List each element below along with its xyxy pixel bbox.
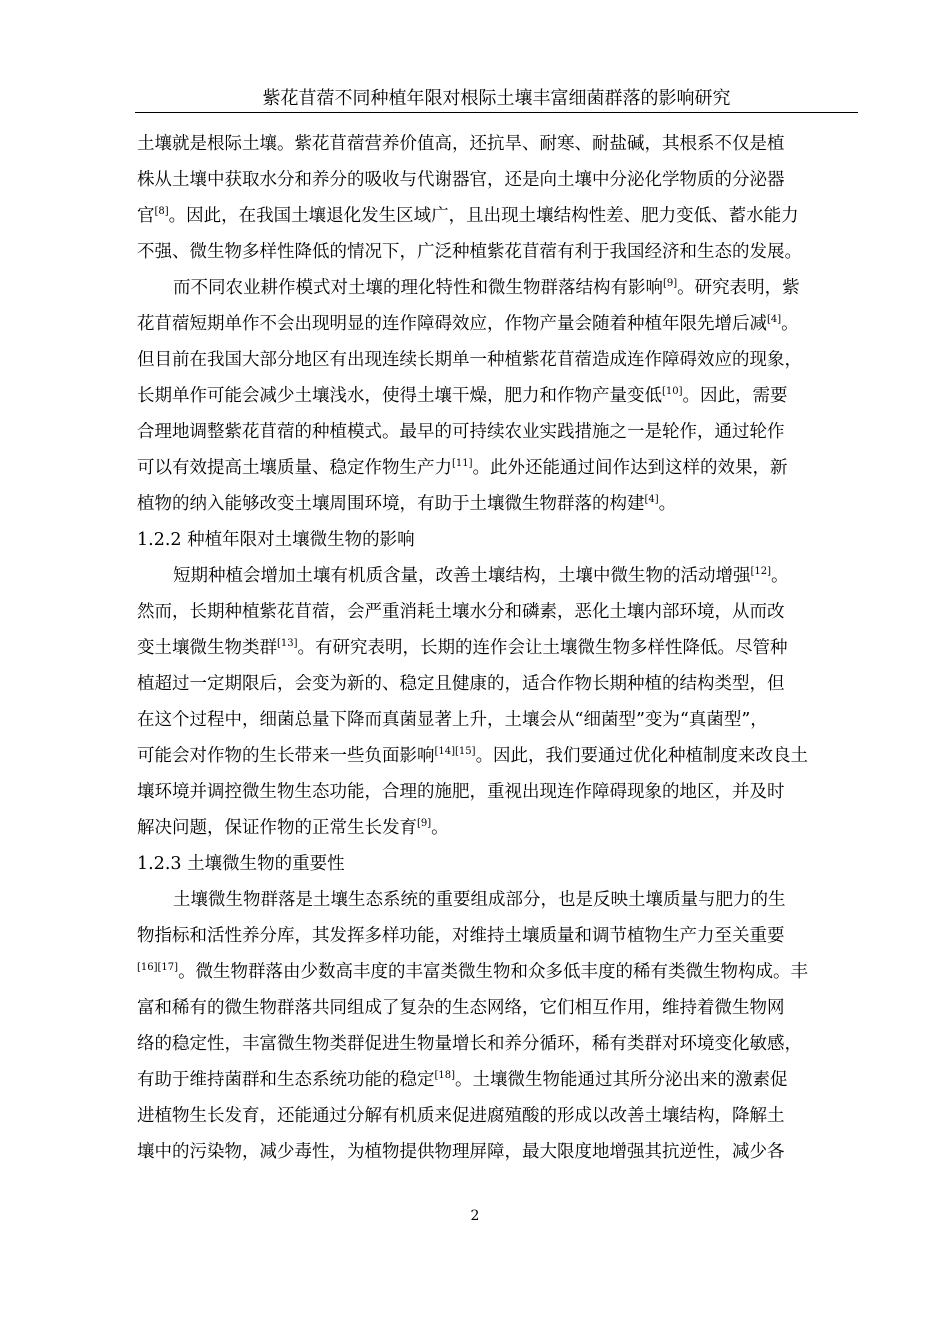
text-line: 土壤就是根际土壤。紫花苜蓿营养价值高，还抗旱、耐寒、耐盐碱，其根系不仅是植 [137, 134, 785, 154]
text-run: 长期单作可能会减少土壤浅水，使得土壤干燥，肥力和作物产量变低 [137, 386, 662, 406]
text-line: 但目前在我国大部分地区有出现连续长期单一种植紫花苜蓿造成连作障碍效应的现象， [137, 350, 802, 370]
paragraph-farming-modes [137, 270, 858, 522]
text-run: 。 [431, 818, 449, 838]
text-line [137, 1062, 858, 1098]
text-line: 络的稳定性，丰富微生物类群促进生物量增长和养分循环，稀有类群对环境变化敏感， [137, 1034, 802, 1054]
citation-ref: [9] [663, 278, 678, 289]
text-run: 变土壤微生物类群 [137, 638, 277, 658]
header-rule [135, 112, 858, 113]
text-run: 。 [781, 314, 799, 334]
section-heading-1-2-3: 1.2.3 土壤微生物的重要性 [137, 854, 345, 874]
text-line [137, 630, 858, 666]
text-run: 短期种植会增加土壤有机质含量，改善土壤结构，土壤中微生物的活动增强 [173, 566, 751, 586]
citation-ref: [10] [662, 386, 683, 397]
text-line: 土壤微生物群落是土壤生态系统的重要组成部分，也是反映土壤质量与肥力的生 [173, 890, 786, 910]
citation-ref: [13] [277, 638, 298, 649]
text-run: 。此外还能通过间作达到这样的效果，新 [472, 458, 788, 478]
text-run: 有助于维持菌群和生态系统功能的稳定 [137, 1070, 435, 1090]
text-line: 然而，长期种植紫花苜蓿，会严重消耗土壤水分和磷素，恶化土壤内部环境，从而改 [137, 602, 785, 622]
page-body [137, 126, 858, 1170]
paragraph-microbe-importance [137, 882, 858, 1170]
citation-ref: [16][17] [137, 962, 179, 973]
text-line: 壤中的污染物，减少毒性，为植物提供物理屏障，最大限度地增强其抗逆性，减少各 [137, 1142, 785, 1162]
text-run: 。土壤微生物能通过其所分泌出来的激素促 [455, 1070, 788, 1090]
text-run: 。因此，需要 [682, 386, 788, 406]
text-line [137, 810, 858, 846]
text-line: 在这个过程中，细菌总量下降而真菌显著上升，土壤会从“细菌型”变为“真菌型”， [137, 710, 768, 730]
citation-ref: [8] [154, 206, 169, 217]
text-line [137, 954, 858, 990]
text-line: 进植物生长发育，还能通过分解有机质来促进腐殖酸的形成以改善土壤结构，降解土 [137, 1106, 785, 1126]
text-run: 官 [137, 206, 155, 226]
citation-ref: [9] [417, 818, 432, 829]
text-line: 植超过一定期限后，会变为新的、稳定且健康的，适合作物长期种植的结构类型，但 [137, 674, 785, 694]
citation-ref: [12] [750, 566, 772, 577]
text-run: 植物的纳入能够改变土壤周围环境，有助于土壤微生物群落的构建 [137, 494, 645, 514]
paragraph-alfalfa-value [137, 126, 858, 270]
text-run: 而不同农业耕作模式对土壤的理化特性和微生物群落结构有影响 [173, 278, 663, 298]
text-line [137, 270, 858, 306]
text-run: 。 [771, 566, 789, 586]
text-line: 富和稀有的微生物群落共同组成了复杂的生态网络，它们相互作用，维持着微生物网 [137, 998, 785, 1018]
text-line: 物指标和活性养分库，其发挥多样功能，对维持土壤质量和调节植物生产力至关重要 [137, 926, 785, 946]
citation-ref: [11] [452, 458, 473, 469]
citation-ref: [14][15] [434, 746, 476, 757]
text-line: 壤环境并调控微生物生态功能，合理的施肥，重视出现连作障碍现象的地区，并及时 [137, 782, 785, 802]
running-header-title: 紫花苜蓿不同种植年限对根际土壤丰富细菌群落的影响研究 [262, 88, 731, 109]
text-line: 株从土壤中获取水分和养分的吸收与代谢器官，还是向土壤中分泌化学物质的分泌器 [137, 170, 785, 190]
text-line: 合理地调整紫花苜蓿的种植模式。最早的可持续农业实践措施之一是轮作，通过轮作 [137, 422, 785, 442]
text-run: 。微生物群落由少数高丰度的丰富类微生物和众多低丰度的稀有类微生物构成。丰 [178, 962, 809, 982]
text-line [137, 450, 858, 486]
text-run: 。研究表明，紫 [677, 278, 800, 298]
text-run: 。 [658, 494, 677, 514]
text-line [137, 378, 858, 414]
section-heading-1-2-2: 1.2.2 种植年限对土壤微生物的影响 [137, 530, 415, 550]
citation-ref: [4] [644, 494, 659, 505]
text-line: 不强、微生物多样性降低的情况下，广泛种植紫花苜蓿有利于我国经济和生态的发展。 [137, 242, 802, 262]
text-run: 。有研究表明，长期的连作会让土壤微生物多样性降低。尽管种 [297, 638, 788, 658]
text-line [137, 558, 858, 594]
text-line [137, 306, 858, 342]
citation-ref: [4] [767, 314, 782, 325]
page-number: 2 [470, 1208, 480, 1224]
text-run: 。因此，在我国土壤退化发生区域广，且出现土壤结构性差、肥力变低、蓄水能力 [168, 206, 799, 226]
text-run: 可能会对作物的生长带来一些负面影响 [137, 746, 435, 766]
text-run: 。因此，我们要通过优化种植制度来改良土 [475, 746, 809, 766]
text-run: 花苜蓿短期单作不会出现明显的连作障碍效应，作物产量会随着种植年限先增后减 [137, 314, 767, 334]
citation-ref: [18] [434, 1070, 456, 1081]
text-run: 可以有效提高土壤质量、稳定作物生产力 [137, 458, 452, 478]
text-run: 解决问题，保证作物的正常生长发育 [137, 818, 417, 838]
text-line [137, 738, 858, 774]
text-line [137, 486, 858, 522]
paragraph-planting-years [137, 558, 858, 846]
text-line [137, 198, 858, 234]
